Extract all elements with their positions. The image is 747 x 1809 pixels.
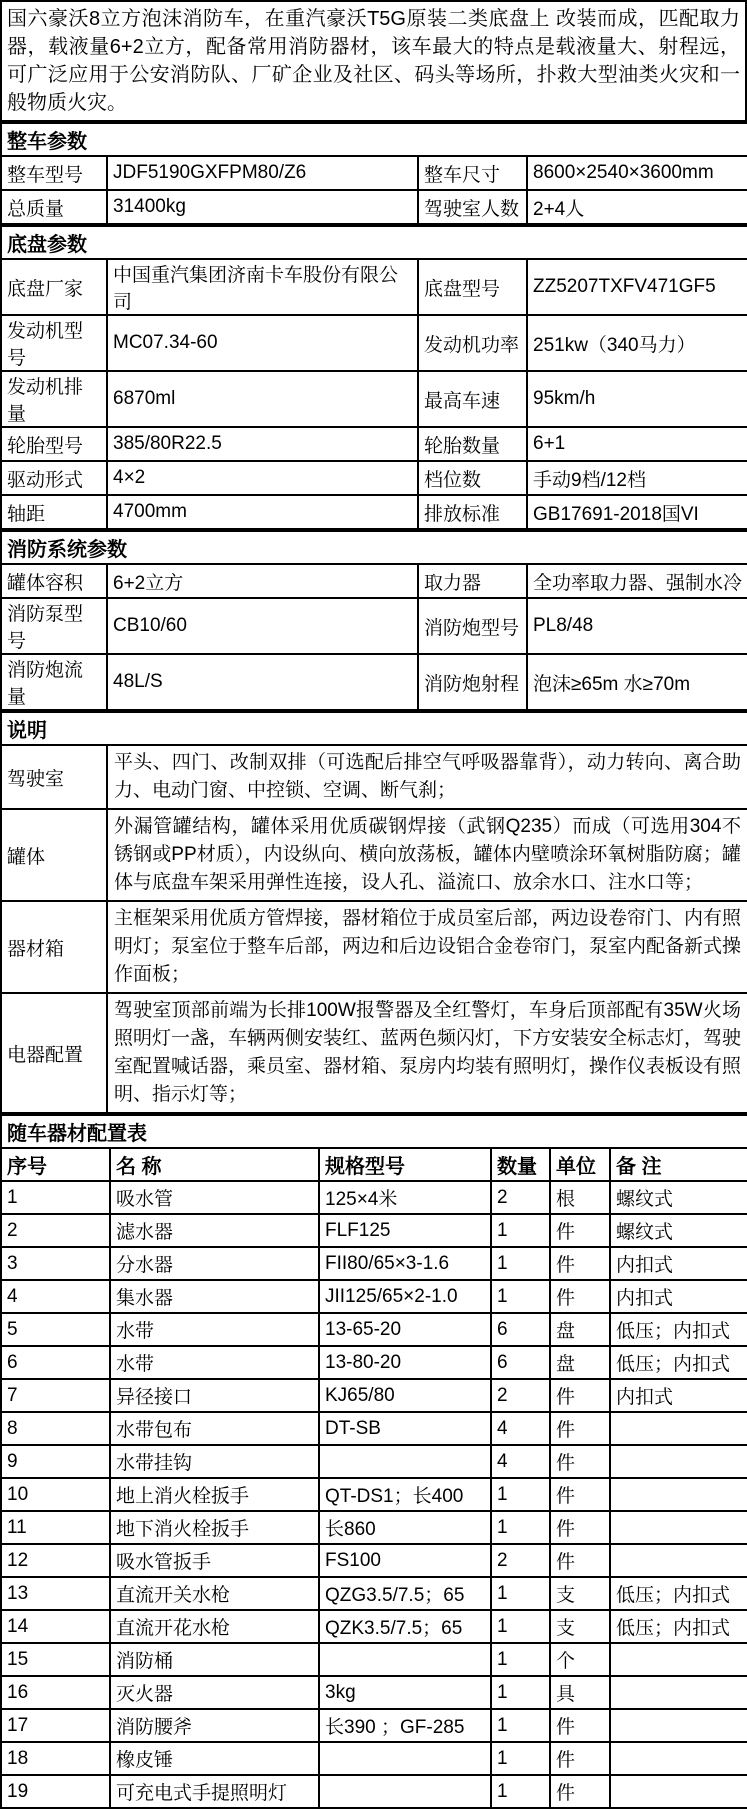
param-row <box>1 564 747 598</box>
equipment-qty: 1 <box>491 1610 550 1643</box>
equipment-name: 集水器 <box>110 1280 319 1313</box>
equipment-no: 9 <box>1 1445 110 1478</box>
equipment-unit: 件 <box>550 1247 610 1280</box>
param-value: PL8/48 <box>527 598 747 654</box>
param-label: 档位数 <box>418 461 527 495</box>
equipment-unit: 件 <box>550 1709 610 1742</box>
note-text: 主框架采用优质方管焊接，器材箱位于成员室后部，两边设卷帘门、内有照明灯；泵室位于整车后部，两边和后边设铝合金卷帘门，泵室内配备新式操作面板； <box>107 901 747 993</box>
note-text: 外漏管罐结构，罐体采用优质碳钢焊接（武钢Q235）而成（可选用304不锈钢或PP材质），内设纵向、横向放荡板，罐体内壁喷涂环氧树脂防腐；罐体与底盘车架采用弹性连接，设人孔、溢流口、放余水口、注水口等； <box>107 809 747 901</box>
param-value: 6870ml <box>107 371 418 427</box>
equipment-row <box>1 1610 747 1643</box>
equipment-qty: 4 <box>491 1412 550 1445</box>
param-label: 消防炮射程 <box>418 654 527 710</box>
equipment-unit: 件 <box>550 1412 610 1445</box>
section-title-notes: 说明 <box>1 712 747 745</box>
equipment-qty: 2 <box>491 1379 550 1412</box>
param-row <box>1 598 747 654</box>
equipment-unit: 件 <box>550 1544 610 1577</box>
param-row <box>1 315 747 371</box>
param-label: 轴距 <box>1 495 107 529</box>
note-row <box>1 901 747 993</box>
equipment-note <box>610 1445 747 1478</box>
param-value: MC07.34-60 <box>107 315 418 371</box>
equipment-name: 直流开关水枪 <box>110 1577 319 1610</box>
equipment-no: 14 <box>1 1610 110 1643</box>
equipment-qty: 1 <box>491 1247 550 1280</box>
equipment-qty: 6 <box>491 1313 550 1346</box>
equipment-unit: 具 <box>550 1676 610 1709</box>
equipment-unit: 盘 <box>550 1313 610 1346</box>
equipment-spec <box>319 1643 491 1676</box>
param-row <box>1 259 747 315</box>
equipment-table <box>0 1114 747 1809</box>
equipment-note <box>610 1478 747 1511</box>
equipment-row <box>1 1775 747 1808</box>
equipment-no: 6 <box>1 1346 110 1379</box>
equipment-name: 灭火器 <box>110 1676 319 1709</box>
param-row <box>1 461 747 495</box>
equipment-no: 19 <box>1 1775 110 1808</box>
section-title-chassis: 底盘参数 <box>1 226 747 259</box>
equipment-name: 可充电式手提照明灯 <box>110 1775 319 1808</box>
equipment-unit: 件 <box>550 1478 610 1511</box>
equipment-no: 7 <box>1 1379 110 1412</box>
equipment-name: 直流开花水枪 <box>110 1610 319 1643</box>
param-value: 31400kg <box>107 190 418 224</box>
equipment-spec: QT-DS1；长400 <box>319 1478 491 1511</box>
equipment-unit: 件 <box>550 1445 610 1478</box>
param-value: 95km/h <box>527 371 747 427</box>
param-label: 底盘型号 <box>418 259 527 315</box>
equipment-note <box>610 1643 747 1676</box>
equipment-column-header: 名 称 <box>110 1148 319 1181</box>
equipment-note: 低压；内扣式 <box>610 1313 747 1346</box>
note-row <box>1 745 747 809</box>
param-value: ZZ5207TXFV471GF5 <box>527 259 747 315</box>
equipment-name: 消防腰斧 <box>110 1709 319 1742</box>
param-label: 整车型号 <box>1 156 107 190</box>
param-label: 消防泵型号 <box>1 598 107 654</box>
param-value: 全功率取力器、强制水冷 <box>527 564 747 598</box>
equipment-no: 8 <box>1 1412 110 1445</box>
equipment-row <box>1 1247 747 1280</box>
equipment-column-header: 单位 <box>550 1148 610 1181</box>
param-label: 总质量 <box>1 190 107 224</box>
equipment-qty: 6 <box>491 1346 550 1379</box>
param-value: 2+4人 <box>527 190 747 224</box>
param-value: 中国重汽集团济南卡车股份有限公司 <box>107 259 418 315</box>
param-value: 4700mm <box>107 495 418 529</box>
param-row <box>1 371 747 427</box>
equipment-spec: 13-65-20 <box>319 1313 491 1346</box>
equipment-no: 16 <box>1 1676 110 1709</box>
param-label: 排放标准 <box>418 495 527 529</box>
equipment-note: 螺纹式 <box>610 1181 747 1214</box>
equipment-row <box>1 1709 747 1742</box>
equipment-note <box>610 1742 747 1775</box>
note-label: 器材箱 <box>1 901 107 993</box>
equipment-spec: FLF125 <box>319 1214 491 1247</box>
param-label: 消防炮型号 <box>418 598 527 654</box>
equipment-row <box>1 1346 747 1379</box>
equipment-note <box>610 1775 747 1808</box>
param-value: 手动9档/12档 <box>527 461 747 495</box>
param-value: 泡沫≥65m 水≥70m <box>527 654 747 710</box>
equipment-name: 吸水管 <box>110 1181 319 1214</box>
equipment-spec: QZK3.5/7.5；65 <box>319 1610 491 1643</box>
equipment-name: 橡皮锤 <box>110 1742 319 1775</box>
param-label: 罐体容积 <box>1 564 107 598</box>
note-text: 驾驶室顶部前端为长排100W报警器及全红警灯，车身后顶部配有35W火场照明灯一盏，车辆两侧安装红、蓝两色频闪灯，下方安装安全标志灯，驾驶室配置喊话器，乘员室、器材箱、泵房内均装有照明灯，操作仪表板设有照明、指示灯等； <box>107 993 747 1113</box>
equipment-column-header: 序号 <box>1 1148 110 1181</box>
equipment-qty: 1 <box>491 1511 550 1544</box>
notes-table <box>0 711 747 1114</box>
equipment-unit: 支 <box>550 1577 610 1610</box>
equipment-name: 水带 <box>110 1346 319 1379</box>
section-header-row <box>1 123 747 156</box>
equipment-name: 消防桶 <box>110 1643 319 1676</box>
equipment-row <box>1 1280 747 1313</box>
equipment-no: 10 <box>1 1478 110 1511</box>
equipment-qty: 1 <box>491 1709 550 1742</box>
section-header-row <box>1 1115 747 1148</box>
equipment-no: 3 <box>1 1247 110 1280</box>
equipment-no: 15 <box>1 1643 110 1676</box>
param-label: 发动机型号 <box>1 315 107 371</box>
equipment-header-row <box>1 1148 747 1181</box>
param-row <box>1 654 747 710</box>
equipment-note <box>610 1709 747 1742</box>
equipment-spec <box>319 1742 491 1775</box>
equipment-name: 吸水管扳手 <box>110 1544 319 1577</box>
param-value: 4×2 <box>107 461 418 495</box>
param-label: 最高车速 <box>418 371 527 427</box>
equipment-qty: 1 <box>491 1742 550 1775</box>
intro-paragraph: 国六豪沃8立方泡沫消防车，在重汽豪沃T5G原装二类底盘上 改装而成，匹配取力器，载液量6+2立方，配备常用消防器材，该车最大的特点是载液量大、射程远，可广泛应用于公安消防队、厂矿企业及社区、码头等场所，扑救大型油类火灾和一般物质火灾。 <box>0 0 747 122</box>
section-title-equipment: 随车器材配置表 <box>1 1115 747 1148</box>
equipment-note: 低压；内扣式 <box>610 1346 747 1379</box>
fire-system-params-table <box>0 530 747 711</box>
param-row <box>1 427 747 461</box>
equipment-unit: 盘 <box>550 1346 610 1379</box>
equipment-spec: 3kg <box>319 1676 491 1709</box>
param-value: 8600×2540×3600mm <box>527 156 747 190</box>
section-header-row <box>1 226 747 259</box>
equipment-row <box>1 1313 747 1346</box>
equipment-no: 11 <box>1 1511 110 1544</box>
equipment-name: 水带挂钩 <box>110 1445 319 1478</box>
equipment-column-header: 规格型号 <box>319 1148 491 1181</box>
equipment-qty: 4 <box>491 1445 550 1478</box>
equipment-unit: 件 <box>550 1280 610 1313</box>
equipment-column-header: 备 注 <box>610 1148 747 1181</box>
equipment-unit: 件 <box>550 1775 610 1808</box>
equipment-row <box>1 1544 747 1577</box>
equipment-no: 17 <box>1 1709 110 1742</box>
equipment-note: 内扣式 <box>610 1247 747 1280</box>
param-label: 轮胎型号 <box>1 427 107 461</box>
param-row <box>1 495 747 529</box>
param-label: 轮胎数量 <box>418 427 527 461</box>
note-text: 平头、四门、改制双排（可选配后排空气呼吸器靠背），动力转向、离合助力、电动门窗、中控锁、空调、断气刹； <box>107 745 747 809</box>
equipment-unit: 件 <box>550 1214 610 1247</box>
equipment-note: 低压；内扣式 <box>610 1610 747 1643</box>
equipment-row <box>1 1577 747 1610</box>
equipment-unit: 件 <box>550 1742 610 1775</box>
equipment-unit: 支 <box>550 1610 610 1643</box>
equipment-row <box>1 1181 747 1214</box>
equipment-spec: KJ65/80 <box>319 1379 491 1412</box>
equipment-name: 地下消火栓扳手 <box>110 1511 319 1544</box>
param-label: 发动机排量 <box>1 371 107 427</box>
param-value: 6+1 <box>527 427 747 461</box>
param-value: 48L/S <box>107 654 418 710</box>
equipment-note <box>610 1412 747 1445</box>
equipment-row <box>1 1742 747 1775</box>
param-label: 底盘厂家 <box>1 259 107 315</box>
equipment-no: 5 <box>1 1313 110 1346</box>
equipment-spec: FII80/65×3-1.6 <box>319 1247 491 1280</box>
equipment-no: 12 <box>1 1544 110 1577</box>
equipment-note <box>610 1544 747 1577</box>
equipment-name: 地上消火栓扳手 <box>110 1478 319 1511</box>
section-title-fire-system: 消防系统参数 <box>1 531 747 564</box>
equipment-spec: 长390 ；GF-285 <box>319 1709 491 1742</box>
equipment-no: 18 <box>1 1742 110 1775</box>
equipment-row <box>1 1445 747 1478</box>
param-value: 385/80R22.5 <box>107 427 418 461</box>
chassis-params-table <box>0 225 747 530</box>
equipment-qty: 1 <box>491 1214 550 1247</box>
section-header-row <box>1 712 747 745</box>
equipment-unit: 根 <box>550 1181 610 1214</box>
param-label: 消防炮流量 <box>1 654 107 710</box>
equipment-qty: 2 <box>491 1544 550 1577</box>
param-value: 6+2立方 <box>107 564 418 598</box>
equipment-note: 低压；内扣式 <box>610 1577 747 1610</box>
param-value: GB17691-2018国VI <box>527 495 747 529</box>
equipment-no: 1 <box>1 1181 110 1214</box>
note-label: 驾驶室 <box>1 745 107 809</box>
equipment-column-header: 数量 <box>491 1148 550 1181</box>
equipment-spec: 125×4米 <box>319 1181 491 1214</box>
equipment-name: 异径接口 <box>110 1379 319 1412</box>
equipment-spec: JII125/65×2-1.0 <box>319 1280 491 1313</box>
section-header-row <box>1 531 747 564</box>
equipment-qty: 2 <box>491 1181 550 1214</box>
param-label: 发动机功率 <box>418 315 527 371</box>
equipment-qty: 1 <box>491 1775 550 1808</box>
equipment-qty: 1 <box>491 1478 550 1511</box>
equipment-note: 内扣式 <box>610 1280 747 1313</box>
equipment-name: 水带 <box>110 1313 319 1346</box>
equipment-qty: 1 <box>491 1676 550 1709</box>
equipment-no: 4 <box>1 1280 110 1313</box>
equipment-note: 螺纹式 <box>610 1214 747 1247</box>
equipment-spec <box>319 1445 491 1478</box>
param-value: 251kw（340马力） <box>527 315 747 371</box>
equipment-spec <box>319 1775 491 1808</box>
equipment-qty: 1 <box>491 1577 550 1610</box>
equipment-note: 内扣式 <box>610 1379 747 1412</box>
equipment-spec: 长860 <box>319 1511 491 1544</box>
equipment-qty: 1 <box>491 1643 550 1676</box>
param-value: CB10/60 <box>107 598 418 654</box>
equipment-name: 分水器 <box>110 1247 319 1280</box>
equipment-note <box>610 1511 747 1544</box>
equipment-spec: FS100 <box>319 1544 491 1577</box>
equipment-spec: 13-80-20 <box>319 1346 491 1379</box>
equipment-unit: 件 <box>550 1511 610 1544</box>
section-title-vehicle: 整车参数 <box>1 123 747 156</box>
note-row <box>1 809 747 901</box>
equipment-row <box>1 1511 747 1544</box>
equipment-name: 水带包布 <box>110 1412 319 1445</box>
equipment-row <box>1 1379 747 1412</box>
equipment-unit: 个 <box>550 1643 610 1676</box>
param-row <box>1 156 747 190</box>
equipment-spec: QZG3.5/7.5；65 <box>319 1577 491 1610</box>
note-label: 电器配置 <box>1 993 107 1113</box>
equipment-row <box>1 1643 747 1676</box>
equipment-row <box>1 1412 747 1445</box>
note-row <box>1 993 747 1113</box>
param-value: JDF5190GXFPM80/Z6 <box>107 156 418 190</box>
equipment-unit: 件 <box>550 1379 610 1412</box>
vehicle-params-table <box>0 122 747 225</box>
note-label: 罐体 <box>1 809 107 901</box>
equipment-no: 2 <box>1 1214 110 1247</box>
param-label: 驱动形式 <box>1 461 107 495</box>
param-label: 取力器 <box>418 564 527 598</box>
param-row <box>1 190 747 224</box>
equipment-no: 13 <box>1 1577 110 1610</box>
param-label: 整车尺寸 <box>418 156 527 190</box>
param-label: 驾驶室人数 <box>418 190 527 224</box>
equipment-spec: DT-SB <box>319 1412 491 1445</box>
equipment-name: 滤水器 <box>110 1214 319 1247</box>
equipment-row <box>1 1214 747 1247</box>
equipment-qty: 1 <box>491 1280 550 1313</box>
equipment-row <box>1 1478 747 1511</box>
